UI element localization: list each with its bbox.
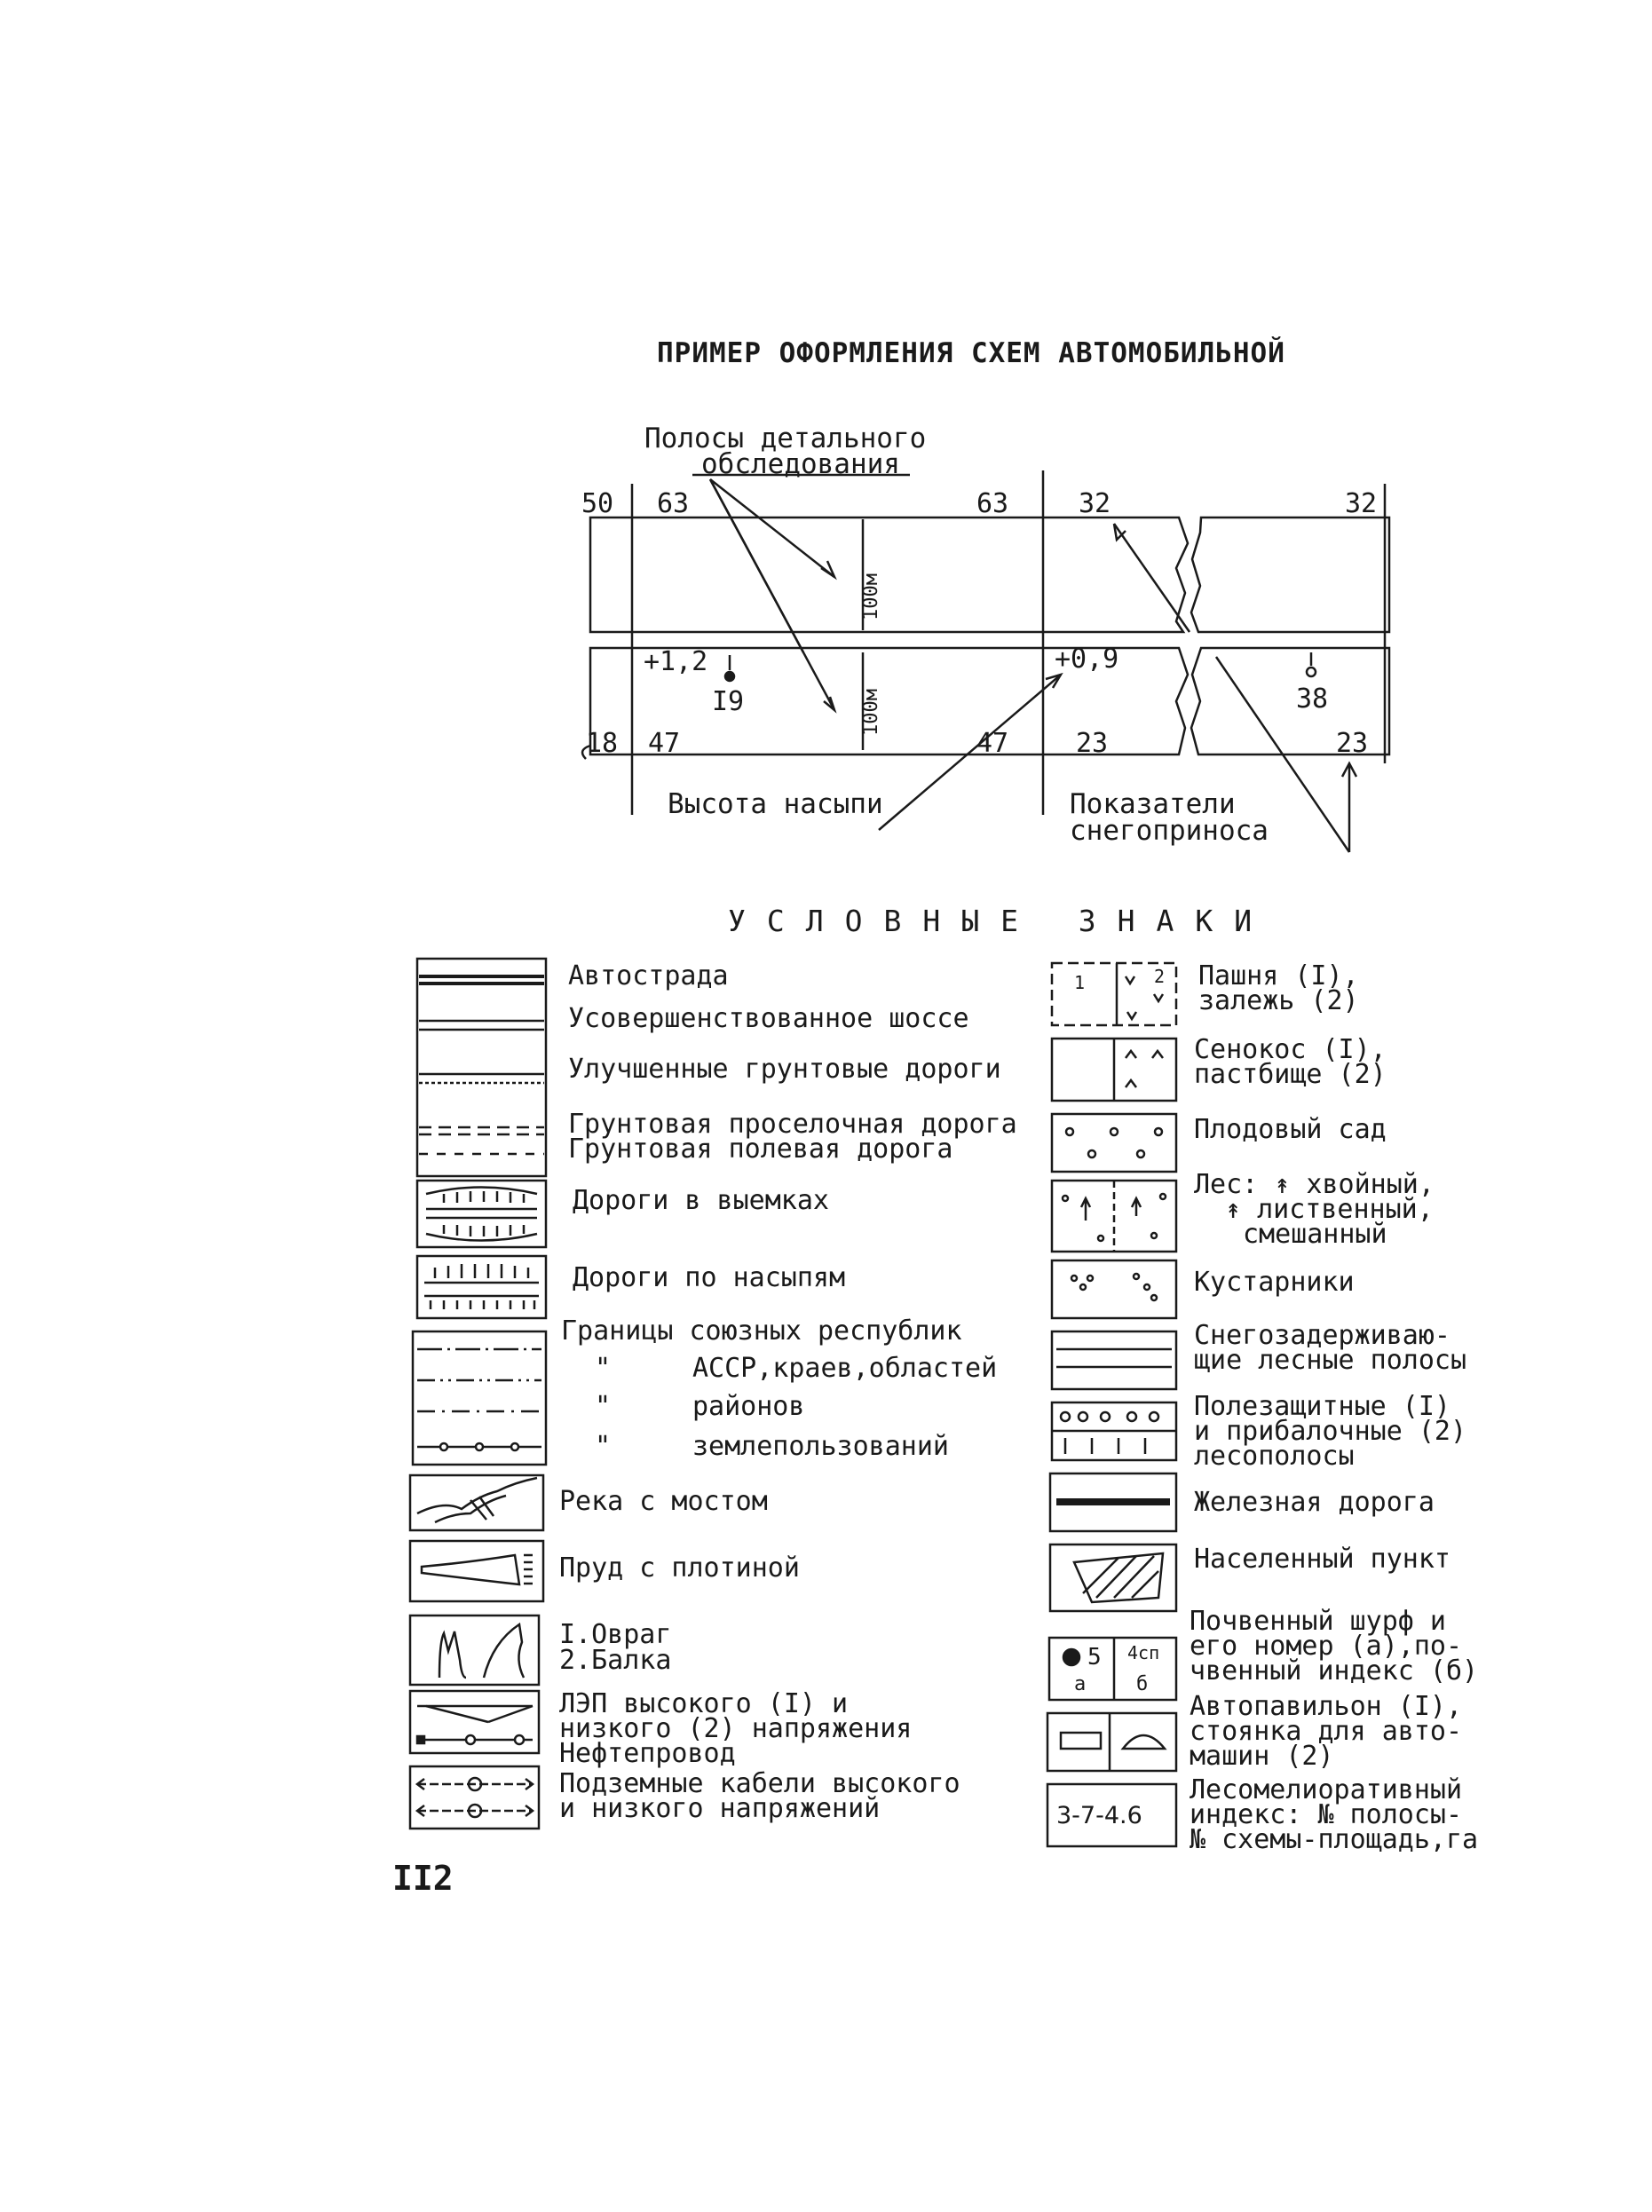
legend-soil-line2: его номер (а),по- [1190, 1631, 1463, 1662]
legend-title: УСЛОВНЫЕ ЗНАКИ [728, 904, 1274, 938]
legend-settlement: Населенный пункт [1194, 1544, 1450, 1575]
legend-pond: Пруд с плотиной [559, 1552, 800, 1584]
km-23a: 23 [1076, 728, 1109, 759]
legend-embank-roads: Дороги по насыпям [573, 1262, 846, 1293]
soil-symbol-a-label: а [1074, 1673, 1087, 1695]
km-32b: 32 [1345, 488, 1378, 519]
km-47b: 47 [976, 728, 1009, 759]
legend-railway: Железная дорога [1194, 1487, 1435, 1518]
embankment-label: Высота насыпи [668, 788, 883, 820]
soil-symbol-a-value: 5 [1087, 1644, 1102, 1671]
legend-shelter-line3: лесополосы [1194, 1441, 1355, 1472]
legend-snow-line2: щие лесные полосы [1194, 1345, 1467, 1376]
km-63b: 63 [976, 488, 1009, 519]
height-plus09: +0,9 [1055, 644, 1119, 675]
legend-lep-line2: низкого (2) напряжения [559, 1713, 913, 1744]
legend-districts: районов [692, 1391, 805, 1422]
page-number: II2 [392, 1859, 454, 1898]
legend-pavilion-line3: машин (2) [1190, 1741, 1334, 1772]
legend-land: землепользований [692, 1431, 949, 1462]
legend-arable-line1: Пашня (I), [1198, 960, 1359, 991]
km-23b: 23 [1336, 728, 1369, 759]
snow-label-line2: снегоприноса [1070, 815, 1269, 847]
legend-improved-road: Усовершенствованное шоссе [568, 1003, 969, 1034]
legend-melio-line2: индекс: № полосы- [1190, 1799, 1463, 1830]
dist-100m-bottom: 100м [859, 689, 882, 736]
legend-orchard: Плодовый сад [1194, 1114, 1387, 1145]
legend-hay-line1: Сенокос (I), [1194, 1034, 1387, 1065]
legend-highway: Автострада [568, 960, 729, 991]
legend-pavilion-line1: Автопавильон (I), [1190, 1691, 1463, 1722]
arable-mark-2: 2 [1154, 966, 1166, 987]
arable-mark-1: 1 [1074, 972, 1086, 993]
legend-oil: Нефтепровод [559, 1738, 736, 1769]
legend-dirt-roads: Улучшенные грунтовые дороги [568, 1054, 1001, 1085]
legend-shelter-line1: Полезащитные (I) [1194, 1391, 1450, 1422]
pit-38: 38 [1296, 683, 1329, 715]
km-50: 50 [581, 488, 614, 519]
legend-cables-line1: Подземные кабели высокого [559, 1768, 960, 1799]
legend-shrubs: Кустарники [1194, 1267, 1355, 1298]
legend-hay-line2: пастбище (2) [1194, 1059, 1387, 1090]
pit-19: I9 [712, 686, 745, 717]
legend-forest-line2: ↟ лиственный, [1225, 1194, 1434, 1225]
legend-country-road: Грунтовая проселочная дорога [568, 1109, 1017, 1140]
legend-gully: 2.Балка [559, 1645, 672, 1676]
legend-soil-line3: чвенный индекс (б) [1190, 1655, 1479, 1687]
strip-label-line2: обследования [701, 448, 900, 480]
legend-melio-line1: Лесомелиоративный [1190, 1774, 1463, 1805]
legend-ditto-3: " [595, 1431, 612, 1462]
legend-field-road: Грунтовая полевая дорога [568, 1134, 953, 1165]
legend-cables-line2: и низкого напряжений [559, 1793, 881, 1824]
km-18: 18 [586, 728, 619, 759]
legend-borders: Границы союзных республик [561, 1315, 962, 1347]
page-title: ПРИМЕР ОФОРМЛЕНИЯ СХЕМ АВТОМОБИЛЬНОЙ [657, 337, 1285, 369]
snow-label-line1: Показатели [1070, 788, 1236, 820]
legend-river: Река с мостом [559, 1486, 768, 1517]
km-32a: 32 [1079, 488, 1111, 519]
soil-symbol-b-label: б [1136, 1673, 1149, 1695]
legend-assr: АССР,краев,областей [692, 1353, 998, 1384]
legend-ravine: I.Овраг [559, 1619, 672, 1650]
melio-symbol: 3-7-4.6 [1056, 1802, 1142, 1829]
legend-ditto-1: " [595, 1353, 612, 1384]
legend-pavilion-line2: стоянка для авто- [1190, 1716, 1463, 1747]
legend-snow-line1: Снегозадерживаю- [1194, 1320, 1450, 1351]
legend-arable-line2: залежь (2) [1198, 985, 1359, 1016]
strip-label-line1: Полосы детального [644, 423, 927, 454]
legend-shelter-line2: и прибалочные (2) [1194, 1416, 1467, 1447]
height-plus12: +1,2 [644, 646, 708, 677]
km-63a: 63 [657, 488, 690, 519]
legend-forest-line1: Лес: ↟ хвойный, [1194, 1169, 1435, 1200]
legend-forest-line3: смешанный [1243, 1219, 1387, 1250]
km-47a: 47 [648, 728, 681, 759]
dist-100m-top: 100м [859, 573, 882, 620]
legend-melio-line3: № схемы-площадь,га [1190, 1824, 1479, 1855]
soil-symbol-b-value: 4сп [1127, 1642, 1160, 1663]
legend-ditto-2: " [595, 1391, 612, 1422]
legend-lep-line1: ЛЭП высокого (I) и [559, 1688, 849, 1719]
legend-soil-line1: Почвенный шурф и [1190, 1606, 1446, 1637]
legend-cut-roads: Дороги в выемках [573, 1185, 829, 1216]
